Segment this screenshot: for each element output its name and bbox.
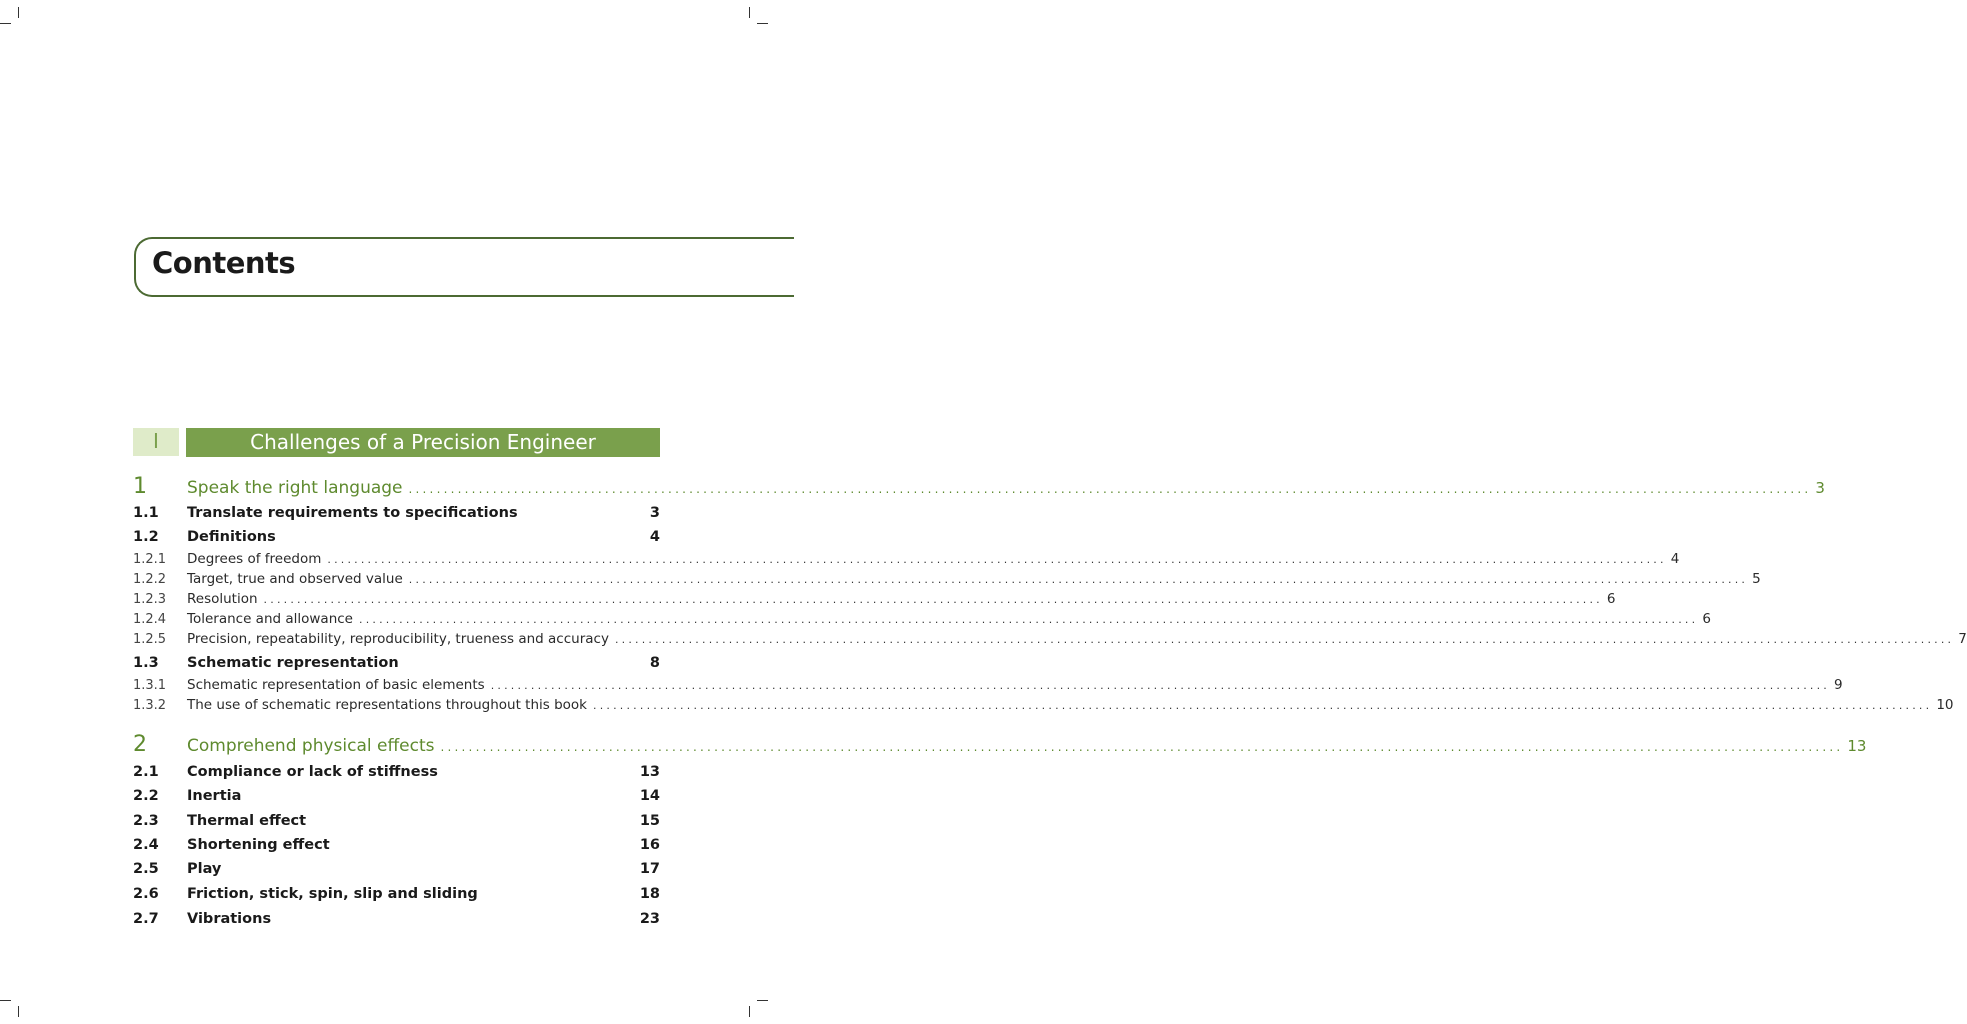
toc-title: Translate requirements to specifications	[187, 505, 518, 521]
toc-subsection[interactable]	[133, 697, 1954, 713]
toc-page-number: 14	[639, 788, 660, 804]
part-number: I	[153, 429, 159, 453]
toc-number: 2	[133, 732, 147, 757]
leader-dots: ........................................................................................................................................................................................................	[359, 613, 1699, 626]
toc-number: 2.5	[133, 861, 159, 877]
toc-title: Degrees of freedom	[187, 551, 322, 567]
toc-page-number: 4	[649, 529, 660, 545]
toc-page-number: 7	[1958, 631, 1967, 647]
toc-number: 1.2.4	[133, 612, 167, 627]
leader-dots: ........................................................................................................................................................................................................	[614, 633, 1955, 646]
toc-title: Definitions	[187, 529, 276, 545]
toc-title: Tolerance and allowance	[187, 611, 353, 627]
toc-title: Resolution	[187, 591, 258, 607]
toc-number: 2.6	[133, 886, 159, 902]
crop-mark	[0, 23, 11, 24]
toc-title: Vibrations	[187, 911, 272, 927]
leader-dots: ........................................................................................................................................................................................................	[440, 740, 1844, 754]
toc-section[interactable]	[133, 837, 660, 853]
crop-mark	[757, 23, 768, 24]
crop-mark	[757, 1000, 768, 1001]
toc-section[interactable]	[133, 911, 660, 927]
crop-mark	[749, 1006, 750, 1017]
toc-chapter[interactable]	[133, 474, 1825, 499]
toc-number: 1.2.2	[133, 572, 167, 587]
crop-mark	[18, 1006, 19, 1017]
toc-title: Compliance or lack of stiffness	[187, 764, 438, 780]
leader-dots: ........................................................................................................................................................................................................	[408, 573, 1749, 586]
toc-number: 1.2.1	[133, 552, 167, 567]
toc-title: Shortening effect	[187, 837, 330, 853]
toc-number: 2.1	[133, 764, 159, 780]
toc-title: Schematic representation	[187, 655, 399, 671]
leader-dots: ........................................................................................................................................................................................................	[490, 679, 1831, 692]
toc-page-number: 8	[649, 655, 660, 671]
toc-title: Schematic representation of basic elements	[187, 677, 485, 693]
toc-subsection[interactable]	[133, 677, 1843, 693]
toc-page-number: 10	[1936, 697, 1954, 713]
toc-page-number: 15	[639, 813, 660, 829]
toc-section[interactable]	[133, 788, 660, 804]
toc-section[interactable]	[133, 505, 660, 521]
toc-subsection[interactable]	[133, 551, 1680, 567]
toc-subsection[interactable]	[133, 571, 1761, 587]
toc-number: 2.4	[133, 837, 159, 853]
toc-number: 1.3.1	[133, 678, 167, 693]
toc-title: Friction, stick, spin, slip and sliding	[187, 886, 478, 902]
toc-title: Target, true and observed value	[187, 571, 403, 587]
toc-page-number: 17	[639, 861, 660, 877]
leader-dots: ........................................................................................................................................................................................................	[408, 482, 1812, 496]
toc-title: Thermal effect	[187, 813, 307, 829]
part-title-banner	[186, 428, 660, 457]
toc-page-number: 9	[1834, 677, 1843, 693]
toc-section[interactable]	[133, 764, 660, 780]
toc-title: Comprehend physical effects	[187, 736, 435, 756]
crop-mark	[18, 7, 19, 18]
crop-mark	[0, 1000, 11, 1001]
toc-number: 1.2.3	[133, 592, 167, 607]
part-title: Challenges of a Precision Engineer	[250, 430, 596, 454]
toc-section[interactable]	[133, 529, 660, 545]
toc-number: 2.3	[133, 813, 159, 829]
toc-page-number: 3	[1815, 479, 1825, 497]
toc-page-number: 23	[639, 911, 660, 927]
toc-title: Inertia	[187, 788, 242, 804]
leader-dots: ........................................................................................................................................................................................................	[327, 553, 1667, 566]
toc-title: The use of schematic representations throughout this book	[187, 697, 587, 713]
toc-page-number: 3	[649, 505, 660, 521]
toc-title: Play	[187, 861, 222, 877]
toc-page-number: 13	[1847, 737, 1867, 755]
toc-subsection[interactable]	[133, 631, 1967, 647]
toc-chapter[interactable]	[133, 732, 1867, 757]
toc-title: Precision, repeatability, reproducibility, trueness and accuracy	[187, 631, 609, 647]
crop-mark	[749, 7, 750, 18]
toc-number: 2.2	[133, 788, 159, 804]
leader-dots: ........................................................................................................................................................................................................	[593, 699, 1933, 712]
toc-section[interactable]	[133, 813, 660, 829]
toc-page-number: 5	[1752, 571, 1761, 587]
toc-page-number: 18	[639, 886, 660, 902]
toc-page-number: 4	[1670, 551, 1680, 567]
toc-number: 1.1	[133, 505, 159, 521]
toc-section[interactable]	[133, 861, 660, 877]
toc-number: 1.3.2	[133, 698, 167, 713]
toc-number: 1.2	[133, 529, 159, 545]
toc-section[interactable]	[133, 886, 660, 902]
toc-subsection[interactable]	[133, 591, 1616, 607]
leader-dots: ........................................................................................................................................................................................................	[263, 593, 1603, 606]
toc-number: 1.2.5	[133, 632, 167, 647]
part-number-box	[133, 428, 179, 456]
toc-page-number: 16	[639, 837, 660, 853]
toc-number: 1	[133, 474, 147, 499]
toc-page-number: 6	[1702, 611, 1711, 627]
toc-subsection[interactable]	[133, 611, 1711, 627]
toc-page-number: 6	[1606, 591, 1616, 607]
toc-number: 1.3	[133, 655, 159, 671]
toc-number: 2.7	[133, 911, 159, 927]
page-title: Contents	[152, 246, 296, 280]
toc-page-number: 13	[639, 764, 660, 780]
toc-title: Speak the right language	[187, 478, 403, 498]
toc-section[interactable]	[133, 655, 660, 671]
